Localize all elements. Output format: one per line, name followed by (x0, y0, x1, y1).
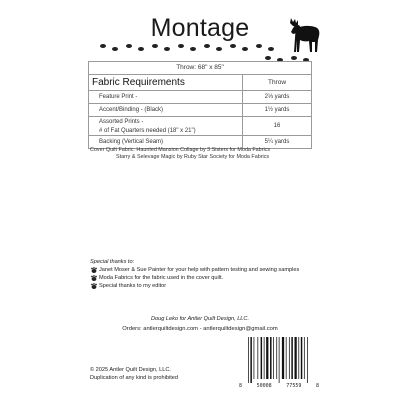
copyright-notice (90, 366, 178, 382)
copyright-line-2: Duplication of any kind is prohibited (90, 375, 178, 381)
fabric-requirements-heading: Fabric Requirements (92, 77, 185, 88)
table-row (89, 104, 311, 117)
row-value: 1½ yards (242, 104, 311, 116)
row-label: Backing (Vertical Seam) (99, 139, 164, 145)
orders-contact: Orders: antlerquiltdesign.com - antlerquiltdesign@gmail.com (122, 326, 278, 332)
row-value: 5¼ yards (242, 136, 311, 148)
barcode-digit-group: 8 (239, 383, 243, 389)
thanks-text: Special thanks to my editor (99, 283, 167, 290)
row-value: 16 (242, 117, 311, 135)
row-label: Feature Print - (99, 94, 138, 100)
throw-column-header: Throw (242, 75, 311, 90)
throw-size-header: Throw: 68" x 85" (89, 62, 311, 75)
list-item (90, 267, 309, 274)
table-row (89, 91, 311, 104)
row-label-line1: Assorted Prints - (99, 119, 144, 125)
table-row (89, 117, 311, 136)
special-thanks-section (90, 259, 309, 292)
fabric-requirements-table (88, 61, 312, 149)
thanks-text: Janet Moser & Sue Painter for your help with pattern testing and sewing samples (99, 267, 300, 273)
special-thanks-title: Special thanks to: (90, 259, 135, 265)
paw-prints-decoration (95, 42, 305, 54)
cover-fabric-line-1: Cover Quilt Fabric: Haunted Mansion Collage by 3 Sisters for Moda Fabrics (90, 147, 271, 153)
row-label-line2: # of Fat Quarters needed (18" x 21") (99, 127, 196, 134)
barcode-digit-group: 77559 (286, 383, 302, 389)
row-value: 2⅓ yards (242, 91, 311, 103)
paw-bullet-icon (90, 283, 99, 290)
row-label (89, 117, 242, 135)
barcode-digit-group: 50008 (256, 383, 272, 389)
page-title: Montage (150, 14, 250, 42)
paw-bullet-icon (90, 267, 99, 274)
table-header-row (89, 75, 311, 91)
thanks-text: Moda Fabrics for the fabric used in the cover quilt. (99, 275, 224, 282)
row-label: Accent/Binding - (Black) (99, 107, 164, 113)
list-item (90, 283, 309, 290)
barcode-digit-group: 8 (315, 383, 319, 389)
paw-bullet-icon (90, 275, 99, 282)
barcode-icon (247, 337, 311, 383)
copyright-line-1: © 2025 Antler Quilt Design, LLC. (90, 367, 171, 373)
author-credit: Doug Leko for Antler Quilt Design, LLC. (150, 316, 250, 322)
barcode-digits (239, 383, 319, 389)
list-item (90, 275, 309, 282)
cover-fabric-line-2: Starry & Selevage Magic by Ruby Star Society for Moda Fabrics (116, 154, 270, 160)
